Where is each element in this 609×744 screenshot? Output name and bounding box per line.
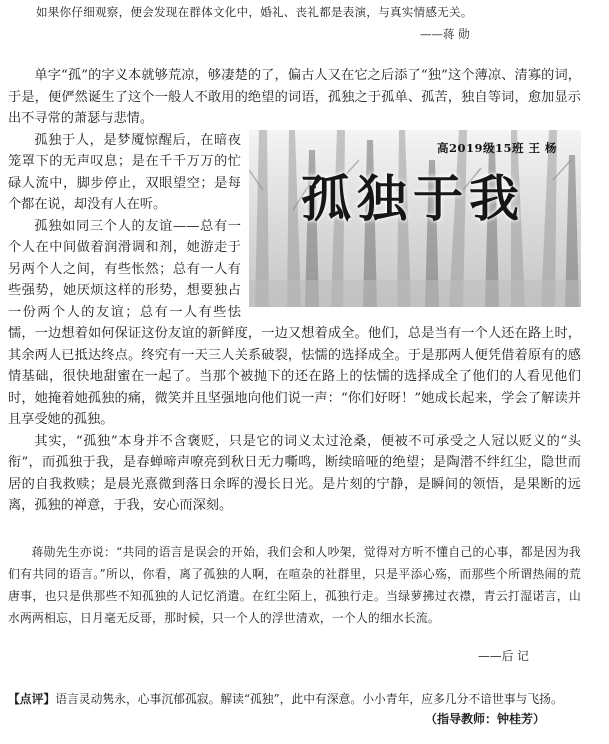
instructor-credit: （指导教师：钟桂芳）: [425, 712, 546, 726]
article-header-image: [249, 130, 581, 307]
article-paragraph-3: 孤独如同三个人的友谊——总有一个人在中间做着润滑调和剂，她游走于另两个人之间，有些怅然；总有一人有些强势，她厌烦这样的形势，想要独占一份两个人的友谊；总有一人有些怯懦，一边想着如何保证这份友谊的新鲜度，一边又想着成全。他们，总是当有一个人还在路上时，其余两人已抵达终点。终究有一天三人关系破裂，怯懦的选择成全。于是那两人便凭借着原有的感情基础，很快地甜蜜在一起了。当那个被抛下的还在路上的怯懦的选择成全了他们的人看见他们时，她掩着她孤独的痛，微笑并且坚强地向他们说一声：“你们好呀！”她成长起来，学会了解读并且享受她的孤独。: [8, 218, 581, 427]
postscript: [8, 541, 581, 629]
article-title: 孤独于我: [301, 168, 525, 228]
article-paragraph-2: 孤独于人，是梦魇惊醒后，在暗夜笼罩下的无声叹息；是在千千万万的忙碌人流中，脚步停止，双眼望空；是每个都在说，却没有人在听。: [8, 132, 241, 212]
comment-text: 语言灵动隽永，心事沉郁孤寂。解读“孤独”，此中有深意。小小青年，应多几分不谙世事与飞扬。: [55, 692, 563, 706]
header-quote: 如果你仔细观察，便会发现在群体文化中，婚礼、丧礼都是表演，与真实情感无关。: [36, 5, 473, 19]
postscript-sign: ——后 记: [478, 649, 529, 663]
comment-block: [8, 688, 581, 710]
article-paragraph-1: 单字“孤”的字义本就够荒凉，够凄楚的了，偏古人又在它之后添了“独”这个薄凉、清寡的词，于是，便俨然诞生了这个一般人不敢用的绝望的词语，孤独之于孤单、孤苦，独自等词，愈加显示出不寻常的萧瑟与悲情。: [8, 68, 581, 126]
header-quote-author: ——蒋 勋: [420, 27, 470, 41]
postscript-text: 蒋勋先生亦说：“共同的语言是误会的开始，我们会和人吵架，觉得对方听不懂自己的心事，都是因为我们有共同的语言。”所以，你看，离了孤独的人啊，在喧杂的社群里，只是平添心殇，而那些个所谓热闹的荒唐事，也只是供那些不知孤独的人记忆消遣。在红尘陌上，孤独行走。当绿萝拂过衣襟，青云打湿诺言，山水两两相忘，日月毫无反哥，那时候，只一个人的浮世清欢，一个人的细水长流。: [8, 545, 581, 625]
article-byline: 高2019级15班 王 杨: [436, 140, 557, 155]
article-paragraph-4: 其实，“孤独”本身并不含褒贬，只是它的词义太过沧桑，便被不可承受之人冠以贬义的“头衔”，而孤独于我，是春蝉啼声嘹亮到秋日无力嘶鸣，断续暗哑的绝望；是陶潜不绊红尘，隐世而居的自我救赎；是晨光熹微到落日余晖的漫长日光。是片刻的宁静，是瞬间的领悟，是果断的远离，孤独的禅意，于我，安心而深刻。: [8, 433, 581, 513]
comment-tag: 【点评】: [8, 692, 56, 706]
article-body: [8, 65, 581, 517]
